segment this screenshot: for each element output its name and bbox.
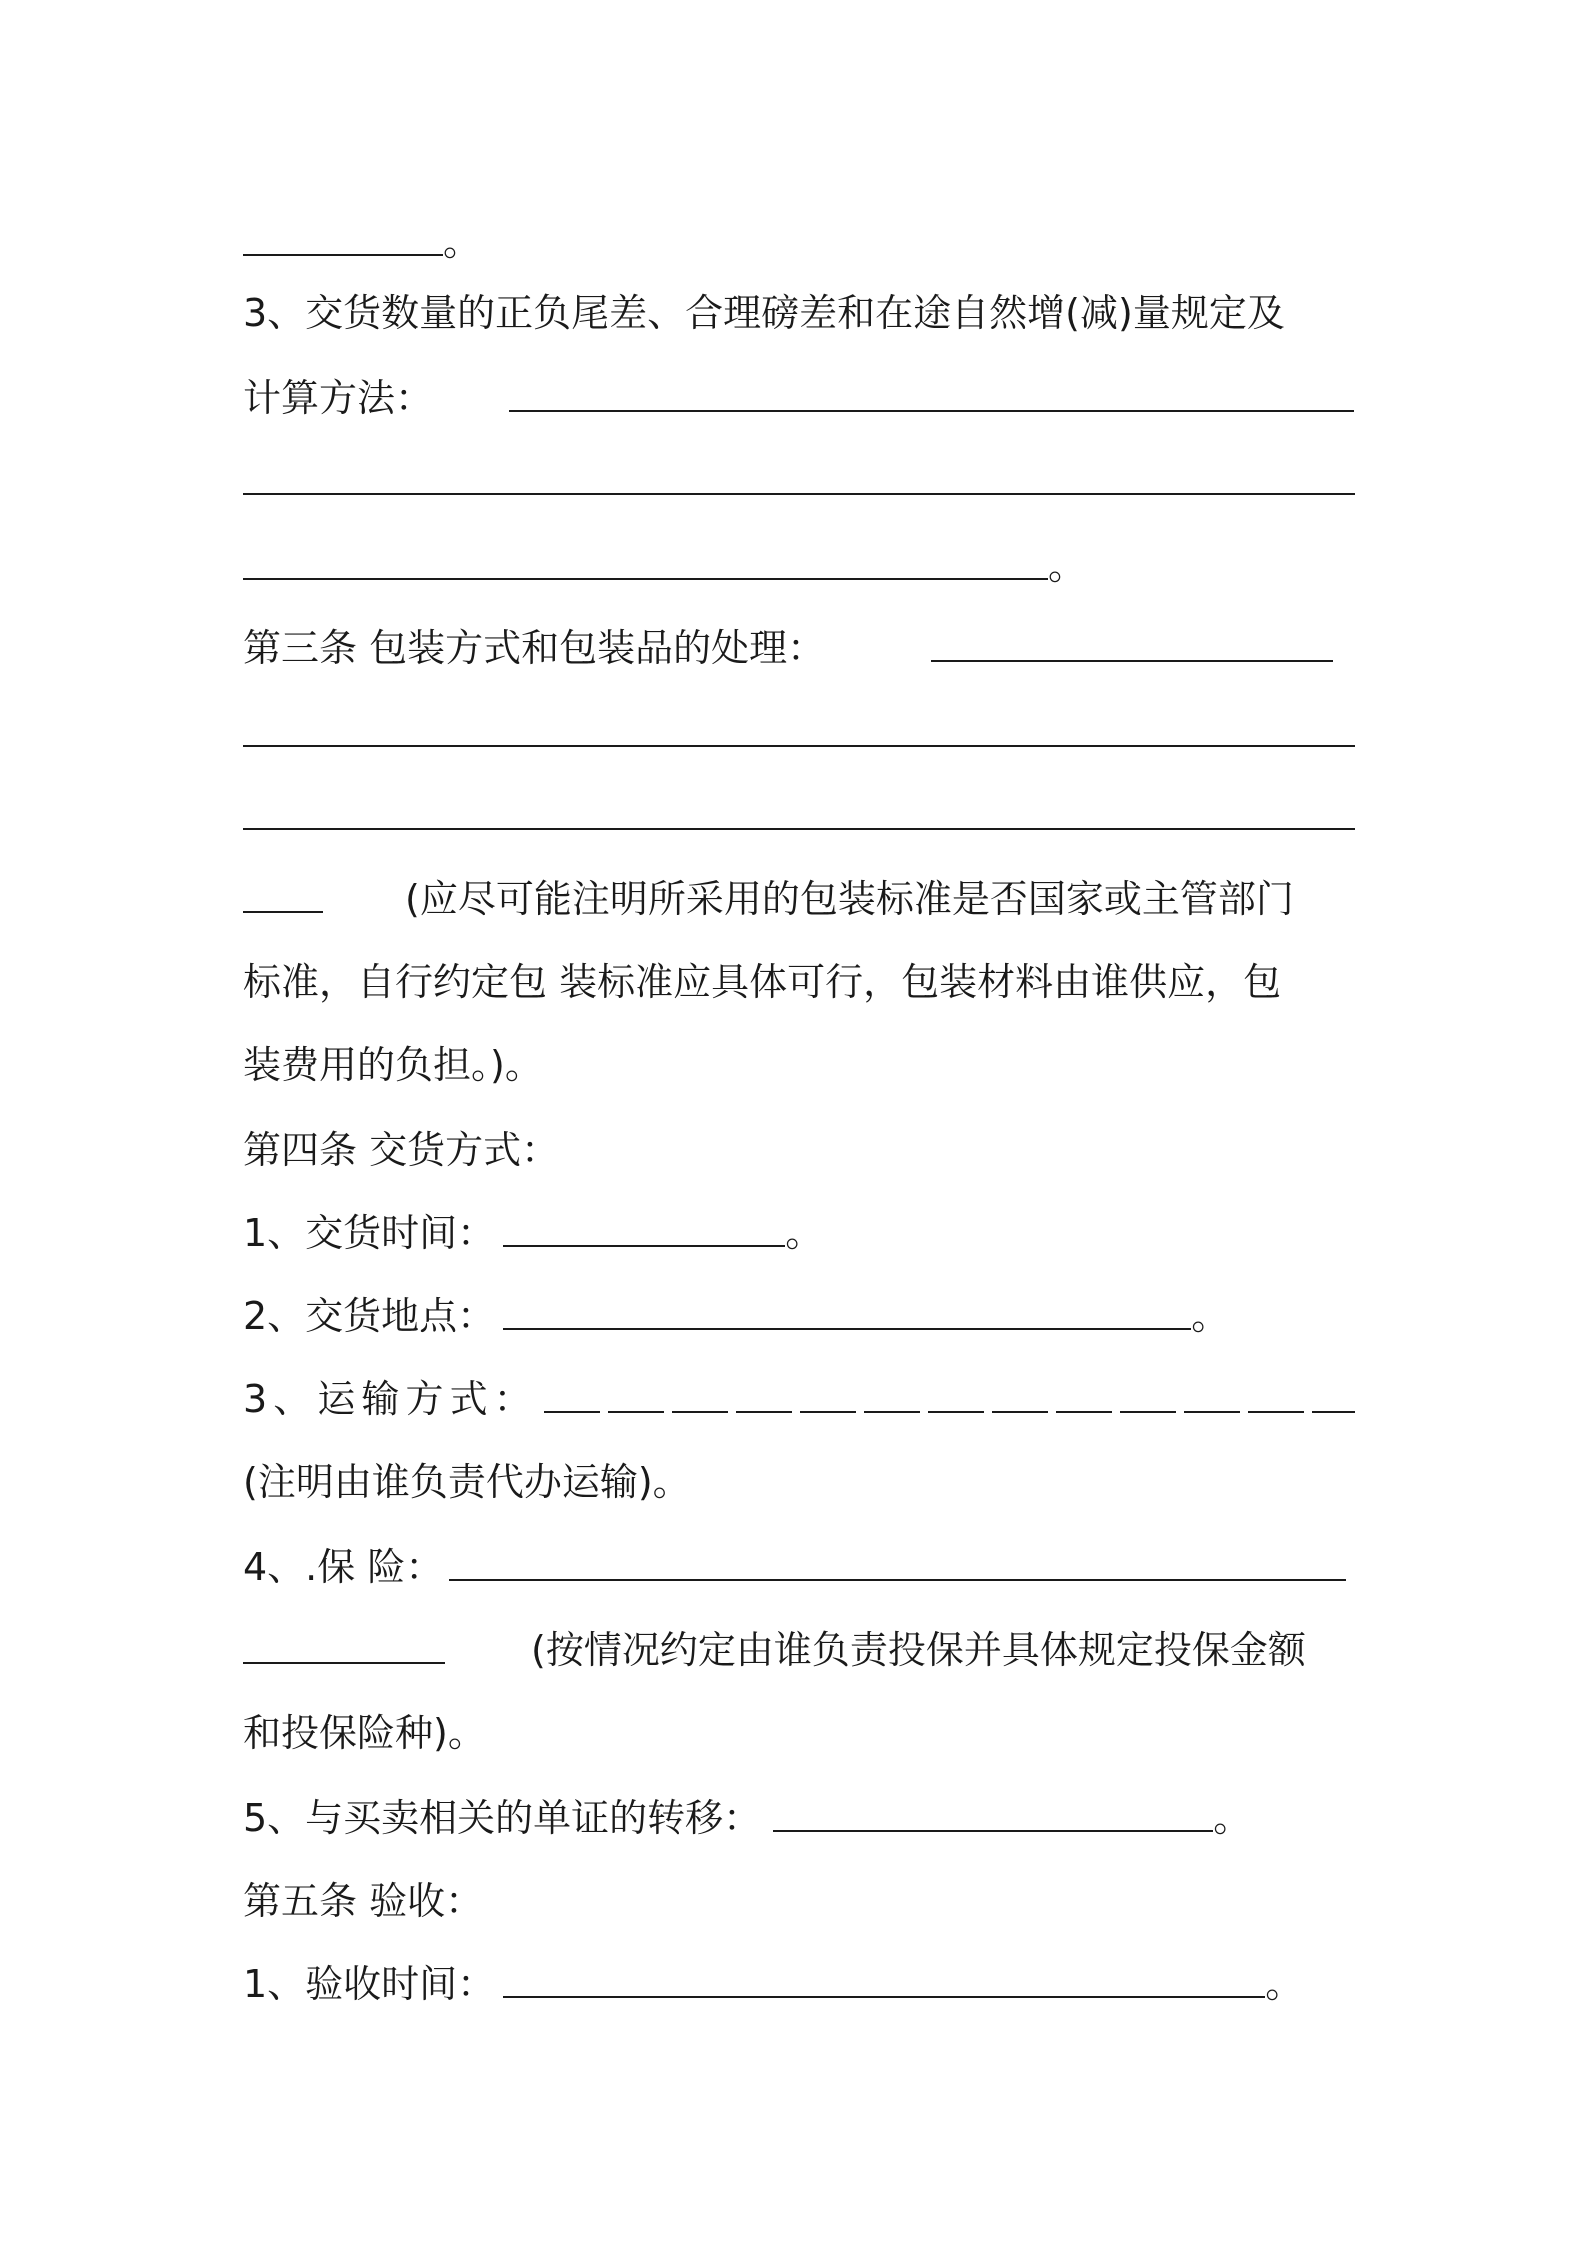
period: 。: [785, 1211, 824, 1255]
insurance-note: (按情况约定由谁负责投保并具体规定投保金额: [531, 1628, 1306, 1672]
insurance-note-line-2: [243, 1703, 1355, 1763]
item3-quantity-label: 计算方法：: [243, 376, 434, 420]
article3-note-line-3: [243, 1035, 1355, 1095]
article5-heading: 第五条 验收：: [243, 1879, 484, 1923]
transport-note-line: [243, 1452, 1355, 1512]
item3-quantity-text: 3、交货数量的正负尾差、合理磅差和在途自然增(减)量规定及: [243, 291, 1285, 335]
delivery-place-line: [243, 1286, 1355, 1346]
documents-transfer-label: 5、与买卖相关的单证的转移：: [243, 1796, 762, 1840]
delivery-time-label: 1、交货时间：: [243, 1211, 496, 1255]
article3-blank-line: [243, 703, 1355, 763]
blank-field[interactable]: [243, 703, 1355, 747]
delivery-time-line: [243, 1203, 1355, 1263]
insurance-note-line-1: [243, 1620, 1355, 1680]
transport-method-label: 3、运输方式：: [243, 1377, 538, 1421]
insurance-note: 和投保险种)。: [243, 1711, 486, 1755]
blank-field[interactable]: [503, 1203, 785, 1247]
documents-transfer-line: [243, 1788, 1355, 1848]
item3-quantity-line-1: [243, 283, 1355, 343]
period: 。: [443, 220, 482, 264]
article4-heading-line: [243, 1120, 1355, 1180]
blank-field[interactable]: [931, 618, 1333, 662]
transport-note: (注明由谁负责代办运输)。: [243, 1460, 691, 1504]
article3-note: 装费用的负担。)。: [243, 1043, 543, 1087]
article3-heading-line: [243, 618, 1355, 678]
inspection-time-label: 1、验收时间：: [243, 1962, 496, 2006]
blank-field[interactable]: [449, 1537, 1346, 1581]
period: 。: [1213, 1796, 1252, 1840]
blank-field[interactable]: [503, 1286, 1191, 1330]
blank-field[interactable]: [243, 451, 1355, 495]
blank-field[interactable]: [243, 869, 323, 913]
period: 。: [1265, 1962, 1304, 2006]
insurance-label: 4、.保 险：: [243, 1545, 444, 1589]
period: 。: [1191, 1294, 1230, 1338]
article3-note: (应尽可能注明所采用的包装标准是否国家或主管部门: [405, 877, 1294, 921]
article3-note-line-1: [243, 869, 1355, 929]
article3-note-line-2: [243, 952, 1355, 1012]
blank-field[interactable]: [773, 1788, 1213, 1832]
article3-note: 标准，自行约定包 装标准应具体可行，包装材料由谁供应，包: [243, 960, 1282, 1004]
article5-heading-line: [243, 1871, 1355, 1931]
article3-blank-line: [243, 786, 1355, 846]
blank-field[interactable]: [509, 368, 1354, 412]
blank-field[interactable]: [243, 786, 1355, 830]
blank-field[interactable]: [503, 1954, 1265, 1998]
blank-field[interactable]: [243, 536, 1048, 580]
item3-blank-line: [243, 451, 1355, 511]
previous-item-tail: [243, 212, 1355, 272]
period: 。: [1048, 544, 1087, 588]
item3-blank-line-end: [243, 536, 1355, 596]
blank-field[interactable]: [243, 212, 443, 256]
blank-field[interactable]: [243, 1620, 445, 1664]
blank-field[interactable]: [544, 1369, 1355, 1413]
insurance-line: [243, 1537, 1355, 1597]
article4-heading: 第四条 交货方式：: [243, 1128, 560, 1172]
transport-method-line: [243, 1369, 1355, 1429]
delivery-place-label: 2、交货地点：: [243, 1294, 496, 1338]
item3-quantity-line-2: [243, 368, 1355, 428]
inspection-time-line: [243, 1954, 1355, 2014]
article3-heading: 第三条 包装方式和包装品的处理：: [243, 626, 826, 670]
